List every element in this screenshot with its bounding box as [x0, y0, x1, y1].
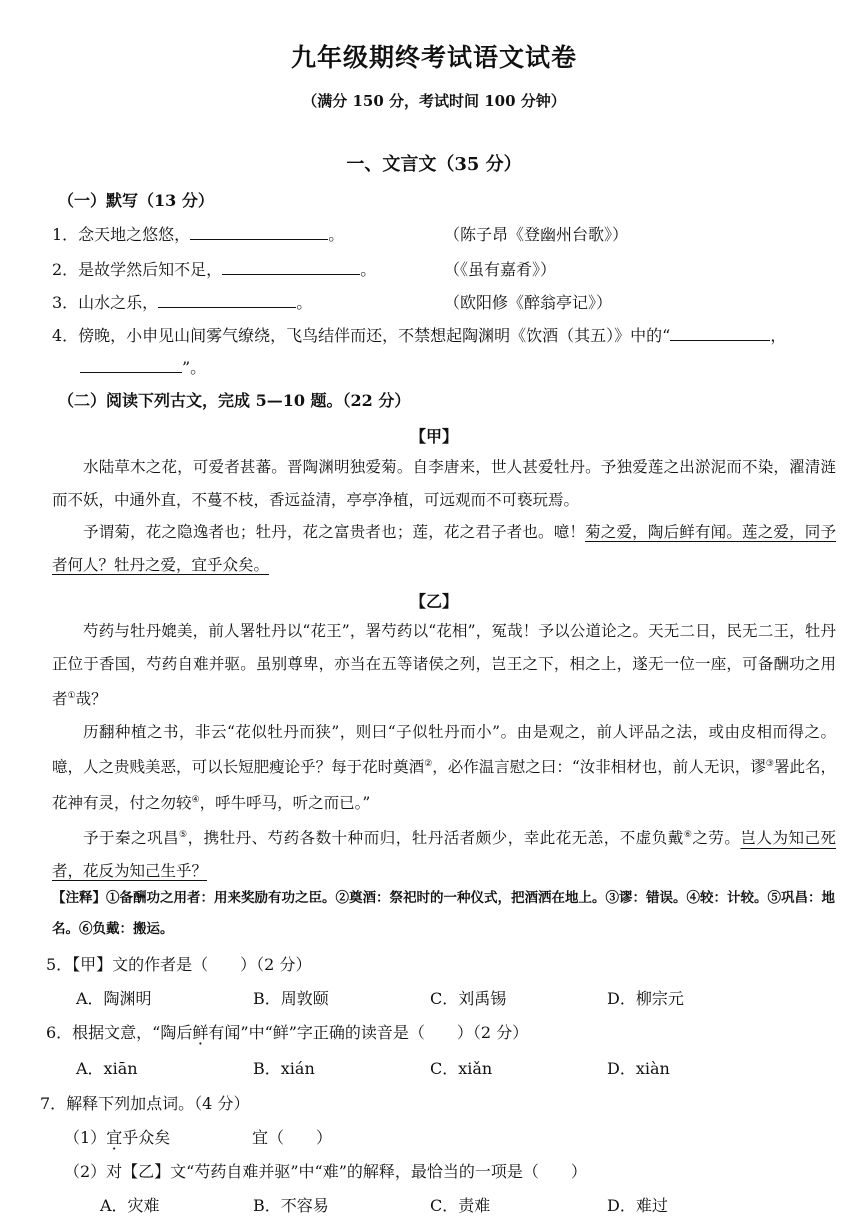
yi-p2-text-a: 历翻种植之书，非云“花似牡丹而狭”，则曰“子似牡丹而小”。由是观之，前人评品之法，或由皮相而得之。噫，人之贵贱美恶，可以长短肥瘦论乎？每于花时奠酒: [52, 722, 836, 777]
q6-text-b: 有闻”中“鲜”字正确的读音是（ ）（2 分）: [208, 1023, 529, 1042]
yi-p3-underlined: 岂人为知己死者，花反为知己生乎？: [52, 829, 836, 881]
q1-text: 1．念天地之悠悠，: [52, 225, 191, 244]
q6-text-a: 6．根据文意，“陶后: [46, 1023, 193, 1042]
q4-text: 4．傍晚，小申见山间雾气缭绕，飞鸟结伴而还，不禁想起陶渊明《饮酒（其五）》中的“: [52, 326, 671, 345]
q5-option-d[interactable]: D．柳宗元: [607, 989, 684, 1008]
q1-answer-blank[interactable]: [190, 227, 328, 240]
question-2: [52, 257, 376, 280]
q7-option-c[interactable]: C．责难: [430, 1196, 491, 1215]
yi-p3-text-b: ，携牡丹、芍药各数十种而归，牡丹活者颇少，幸此花无恙，不虚负戴: [187, 829, 684, 848]
question-6: [46, 1020, 528, 1043]
yi-p2-text-b: ，必作温言慰之曰：“汝非相材也，前人无识，谬: [432, 758, 766, 777]
q7-sub2: （2）对【乙】文“芍药自难并驱”中“难”的解释，最恰当的一项是（ ）: [64, 1162, 587, 1181]
q3-text: 3．山水之乐，: [52, 293, 159, 312]
q7-option-d[interactable]: D．难过: [607, 1196, 668, 1215]
q7-sub1-answer[interactable]: 宜（ ）: [252, 1128, 333, 1147]
passage-jia: [52, 451, 836, 581]
note-marker-4: ④: [191, 794, 200, 805]
passage-yi: [52, 615, 836, 888]
q7-sub1-dotted-char: 宜: [106, 1128, 123, 1147]
q1-source: （陈子昂《登幽州台歌》）: [444, 225, 629, 244]
q1-end: 。: [328, 225, 345, 244]
passage-jia-label: 【甲】: [409, 427, 458, 446]
q2-answer-blank[interactable]: [222, 262, 360, 275]
q2-text: 2．是故学然后知不足，: [52, 260, 223, 279]
yi-paragraph-3: [52, 819, 836, 887]
note-marker-6: ⑥: [683, 830, 693, 841]
yi-p2-text-c: 署此名，花神有灵，付之勿较: [52, 758, 836, 812]
q6-option-b[interactable]: B．xián: [253, 1059, 315, 1078]
question-4: [52, 323, 786, 346]
q7-option-a[interactable]: A．灾难: [100, 1196, 160, 1215]
q6-option-a[interactable]: A．xiān: [76, 1059, 138, 1078]
q7-option-b[interactable]: B．不容易: [253, 1196, 329, 1215]
note-marker-3: ③: [765, 759, 774, 770]
q3-end: 。: [296, 293, 313, 312]
yi-p1-end: 哉？: [75, 690, 107, 709]
yi-paragraph-1: [52, 615, 836, 716]
q3-source: （欧阳修《醉翁亭记》）: [444, 293, 613, 312]
q6-option-c[interactable]: C．xiǎn: [430, 1059, 493, 1078]
q3-answer-blank[interactable]: [158, 295, 296, 308]
question-5: 5．【甲】文的作者是（ ）（2 分）: [46, 955, 312, 974]
q7-sub1-number: （1）: [64, 1128, 107, 1147]
exam-subtitle: （满分 150 分，考试时间 100 分钟）: [302, 92, 566, 110]
q2-source: （《虽有嘉肴》）: [444, 260, 557, 279]
note-marker-1: ①: [67, 691, 76, 701]
q2-end: 。: [360, 260, 377, 279]
note-marker-2: ②: [424, 759, 433, 770]
question-7: 7．解释下列加点词。（4 分）: [40, 1094, 250, 1113]
yi-p2-text-d: ，呼牛呼马，听之而已。”: [199, 793, 371, 812]
q4-comma: ，: [770, 326, 787, 345]
yi-p3-text-c: 之劳。: [692, 829, 741, 848]
question-1: [52, 222, 344, 245]
question-3: [52, 290, 312, 313]
part2-heading: （二）阅读下列古文，完成 5—10 题。（22 分）: [58, 391, 411, 410]
q4-answer-blank-1[interactable]: [670, 328, 770, 341]
q4-answer-blank-2[interactable]: [80, 360, 182, 373]
q6-dotted-char: 鲜: [192, 1023, 209, 1042]
exam-title: 九年级期终考试语文试卷: [290, 43, 577, 72]
yi-paragraph-2: [52, 716, 836, 820]
yi-p3-text-a: 予于秦之巩昌: [83, 829, 180, 848]
q5-option-c[interactable]: C．刘禹锡: [430, 989, 507, 1008]
passage-yi-label: 【乙】: [409, 592, 458, 611]
question-4-cont: [80, 355, 206, 378]
yi-p1-text: 芍药与牡丹媲美，前人署牡丹以“花王”，署芍药以“花相”，冤哉！予以公道论之。天无二日，民无二王，牡丹正位于香国，芍药自难并驱。虽别尊卑，亦当在五等诸侯之列，岂王之下，相之上，遂无一位一座，可备酬功之用者: [52, 622, 836, 709]
jia-paragraph-2: [52, 516, 836, 581]
q4-end: ”。: [182, 358, 207, 377]
jia-paragraph-1: 水陆草木之花，可爱者甚蕃。晋陶渊明独爱菊。自李唐来，世人甚爱牡丹。予独爱莲之出淤泥而不染，濯清涟而不妖，中通外直，不蔓不枝，香远益清，亭亭净植，可远观而不可亵玩焉。: [52, 458, 836, 509]
q5-option-a[interactable]: A．陶渊明: [76, 989, 152, 1008]
jia-p2-text: 予谓菊，花之隐逸者也；牡丹，花之富贵者也；莲，花之君子者也。噫！: [83, 523, 586, 541]
jia-p2-underlined: 菊之爱，陶后鲜有闻。莲之爱，同予者何人？牡丹之爱，宜乎众矣。: [52, 523, 836, 574]
q5-option-b[interactable]: B．周敦颐: [253, 989, 329, 1008]
part1-heading: （一）默写（13 分）: [58, 191, 214, 210]
q7-sub1-text: 乎众矣: [122, 1128, 171, 1147]
q7-sub1: [64, 1125, 170, 1148]
annotation-notes: 【注释】①备酬功之用者：用来奖励有功之臣。②奠酒：祭祀时的一种仪式，把酒洒在地上。③谬：错误。④较：计较。⑤巩昌：地名。⑥负戴：搬运。: [52, 890, 835, 937]
note-marker-5: ⑤: [179, 830, 188, 841]
q6-option-d[interactable]: D．xiàn: [607, 1059, 670, 1078]
section-title: 一、文言文（35 分）: [346, 154, 522, 175]
